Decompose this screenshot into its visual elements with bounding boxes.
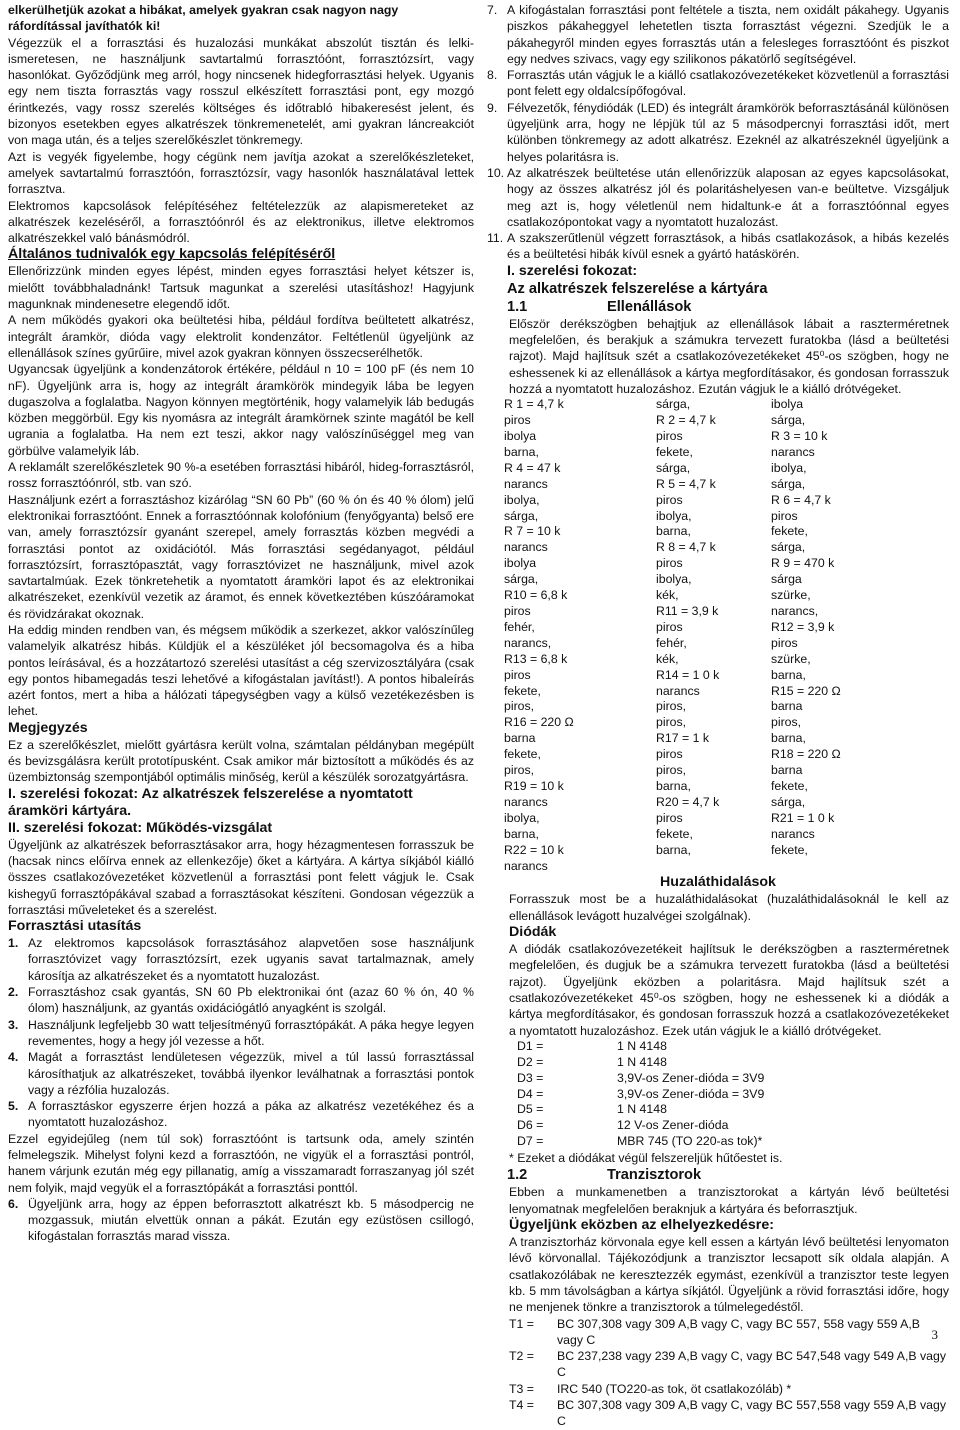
color-band: piros	[504, 604, 531, 619]
paragraph-capacitors: Ugyancsak ügyeljünk a kondenzátorok értékére, például n 10 = 100 pF (és nem 10 nF). Ügyeljünk arra is, hogy az integrált áramkörök mindegyik lába be legyen dugaszolva a foglalatba. Nagyon könnyen megtörténik, hogy valamelyik láb bedugás közben meggörbül. Egy kis nyomásra az integrált áramkörnek szinte magától be kell ugrania a foglalatba. Ha nem ezt teszi, akkor nagy valószínűséggel meg van görbülve valamelyik láb.	[8, 362, 474, 458]
color-band: piros	[504, 413, 531, 428]
solder-list	[8, 935, 474, 1131]
paragraph-transistors: Ebben a munkamenetben a tranzisztorokat a kártyán lévő beültetési lenyomatnak megfelelően beraknjuk a kártyára és beforrasztjuk.	[509, 1185, 949, 1216]
color-band: narancs	[504, 794, 548, 809]
paragraph-solder-flow: Ezzel egyidejűleg (nem túl sok) forrasztóónt is tartsunk oda, amely szintén felmelegszik. Mihelyst folyni kezd a forrasztóón, ne vigyük el a forrasztási pontról, hanem várjunk ezután még egy pillanatig, amíg a visszamaradt forraszanyag jól szét nem folyik, majd vegyük el a forrasztópákát a forrasztási ponttól.	[8, 1131, 474, 1195]
transistor-type: BC 237,238 vagy 239 A,B vagy C, vagy BC 547,548 vagy 549 A,B vagy C	[557, 1349, 946, 1380]
color-band: piros,	[504, 699, 535, 714]
color-band: fekete,	[656, 444, 693, 459]
heading-note: Megjegyzés	[8, 719, 88, 736]
color-band: kék,	[656, 651, 679, 666]
color-band: piros	[771, 508, 798, 523]
color-band: ibolya,	[771, 460, 807, 475]
resistor-value: R 5 = 4,7 k	[656, 476, 716, 491]
color-band: narancs	[504, 476, 548, 491]
resistor-value: R22 = 10 k	[504, 842, 564, 857]
resistor-value: R 8 = 4,7 k	[656, 540, 716, 555]
resistor-value: R 6 = 4,7 k	[771, 492, 831, 507]
color-band: narancs	[504, 858, 548, 873]
paragraph-complaints: A reklamált szerelőkészletek 90 %-a esetében forrasztási hibáról, hideg-forrasztásról, rossz forrasztóónról, stb. van szó.	[8, 460, 474, 491]
paragraph-solder-type: Használjunk ezért a forrasztáshoz kizárólag “SN 60 Pb” (60 % ón és 40 % ólom) jelű elektronikai forrasztóónt. Ennek a forrasztóónnak kolofónium (fenyőgyanta) belső ere van, amely forrasztózsír gyanánt szerepel, amely forrasztás közben megvédi a forrasztási pontot az oxidációtól. Más forrasztási segédanyagot, például forrasztózsírt, forrasztópasztát, vagy forrasztóvizet ne használjunk, mivel azok savtartalmúak. Ezek tönkretehetik a nyomtatott áramköri lapot és az elektronikai alkatrészeket, ezenkívül vezetik az áramot, és ennek következtében kúszóáramokat és rövidzárakat okoznak.	[8, 492, 474, 621]
diode-table	[487, 1039, 949, 1150]
color-band: fehér,	[504, 619, 535, 634]
paragraph-placement: A tranzisztorház körvonala egye kell essen a kártyán lévő beültetési lenyomaton lévő körvonallal. Tájékozódjunk a tranzisztor lecsapott sík oldala alapján. A csatlakozólábak ne keresztezzék egymást, ezenkívül a tranzisztor teste legyen kb. 5 mm távolságban a kártya síkjától. Ügyeljünk a rövid forrasztási időre, hogy ne menjenek tönkre a tranzisztorok a túlmelegedéstől.	[509, 1235, 949, 1315]
resistor-value: R19 = 10 k	[504, 778, 564, 793]
list-item: 9. Félvezetők, fénydiódák (LED) és integrált áramkörök beforrasztásánál különösen ügyeljünk arra, hogy ne lépjük túl az 5 másodpercnyi forrasztási időt, mert különben tönkremegy az adott alkatrész. Ezeknél az alkatrészeknél ügyeljünk a helyes polaritásra is.	[487, 100, 949, 164]
color-band: kék,	[656, 588, 679, 603]
color-band: sárga	[771, 572, 802, 587]
resistor-value: R 4 = 47 k	[504, 460, 561, 475]
color-band: sárga,	[656, 460, 691, 475]
paragraph-wire-bridges: Forrasszuk most be a huzaláthidalásokat (huzaláthidalásoknál le kell az ellenállások levágott huzalvégei szolgálnak).	[509, 892, 949, 923]
paragraph-warranty: Azt is vegyék figyelembe, hogy cégünk nem javítja azokat a szerelőkészleteket, amelyek savtartalmú forrasztóón, forrasztózsír, vagy hasonlók használatával lettek forrasztva.	[8, 149, 474, 197]
color-band: ibolya,	[504, 810, 540, 825]
color-band: fekete,	[504, 683, 541, 698]
diode-type: 3,9V-os Zener-dióda = 3V9	[617, 1086, 765, 1101]
right-column	[487, 2, 949, 1430]
paragraph-check-steps: Ellenőrizzünk minden egyes lépést, minden egyes forrasztási helyet kétszer is, mielőtt továbbhaladnánk! Tartsuk magunkat a szerelési utasításhoz! Hagyjunk magunknak mindenesetre elegendő időt.	[8, 264, 474, 312]
transistor-list	[487, 1316, 949, 1430]
color-band: sárga,	[771, 794, 806, 809]
color-band: piros	[656, 810, 683, 825]
color-band: sárga,	[771, 476, 806, 491]
color-band: barna,	[504, 444, 539, 459]
diode-label: D6 =	[517, 1118, 544, 1133]
paragraph-prerequisites: Elektromos kapcsolások felépítéséhez feltételezzük az alapismereteket az alkatrészek kezeléséről, a forrasztóónról és az elektronikus, illetve elektromos alkatrészekkel való bánásmódról.	[8, 198, 474, 246]
color-band: piros	[771, 635, 798, 650]
color-band: ibolya,	[656, 508, 692, 523]
resistor-value: R 1 = 4,7 k	[504, 397, 564, 412]
list-item: 5. A forrasztáskor egyszerre érjen hozzá a páka az alkatrész vezetékéhez és a nyomtatott huzalozáshoz.	[8, 1099, 474, 1130]
diode-footnote: * Ezeket a diódákat végül felszereljük hűtőestet is.	[509, 1151, 783, 1166]
resistor-value: R21 = 1 0 k	[771, 810, 835, 825]
heading-wire-bridges: Huzaláthidalások	[660, 874, 776, 891]
paragraph-stage2: Ügyeljünk az alkatrészek beforrasztásakor arra, hogy hézagmentesen forrasszuk be (hacsak nincs előírva ennek az ellenkezője) őket a kártyára. A kártya síkjából kiálló összes csatlakozóvezetéket közvetlenül a forrasztási pont felett vágjuk le. Csak kishegyű forrasztópákával szabad a forrasztásokat készíteni. Gondosan végezzük a forrasztási műveleteket és a szerelést.	[8, 837, 474, 917]
transistor-item	[509, 1397, 949, 1430]
color-band: piros,	[656, 715, 687, 730]
left-column	[8, 2, 474, 1245]
resistor-value: R13 = 6,8 k	[504, 651, 568, 666]
paragraph-common-faults: A nem működés gyakori oka beültetési hiba, például fordítva beültetett alkatrész, integrált áramkör, dióda vagy elektrolit kondenzátor. Feltétlenül ügyeljünk az ellenállások színes gyűrűire, mivel azok gyakran könnyen összecserélhetők.	[8, 313, 474, 360]
diode-label: D5 =	[517, 1102, 544, 1117]
diode-label: D1 =	[517, 1038, 544, 1053]
transistor-type: BC 307,308 vagy 309 A,B vagy C, vagy BC 557,558 vagy 559 A,B vagy C	[557, 1398, 946, 1429]
diode-label: D4 =	[517, 1086, 544, 1101]
color-band: fekete,	[656, 826, 693, 841]
color-band: fekete,	[771, 842, 808, 857]
list-item: 2. Forrasztáshoz csak gyantás, SN 60 Pb elektronikai ónt (azaz 60 % ón, 40 % ólom) használjunk, az gyantás oxidációgátló anyagként is szolgál.	[8, 985, 474, 1016]
resistor-value: R18 = 220 Ω	[771, 747, 841, 762]
color-band: narancs,	[771, 604, 819, 619]
resistor-value: R16 = 220 Ω	[504, 715, 574, 730]
color-band: barna	[504, 731, 536, 746]
color-band: sárga,	[504, 508, 539, 523]
resistor-value: R20 = 4,7 k	[656, 794, 720, 809]
color-band: piros,	[504, 763, 535, 778]
color-band: fekete,	[504, 747, 541, 762]
color-band: piros	[504, 667, 531, 682]
transistor-item	[509, 1381, 949, 1397]
resistor-value: R17 = 1 k	[656, 731, 709, 746]
heading-stage1-right: I. szerelési fokozat:	[507, 262, 638, 279]
paragraph-note: Ez a szerelőkészlet, mielőtt gyártásra került volna, számtalan példányban megépült és bevizsgálásra került prototípusként. Csak amikor már biztosított a működés és az üzembiztonság szempontjából optimális minőség, kerül a készülék sorozatgyártásra.	[8, 737, 474, 785]
list-item: 1. Az elektromos kapcsolások forrasztásához alapvetően sose használjunk forrasztóvizet vagy forrasztózsírt, ezek ugyanis savat tartalmaznak, amely károsítja az alkatrészeket és a nyomtatott huzalozást.	[8, 936, 474, 983]
color-band: sárga,	[656, 397, 691, 412]
color-band: ibolya	[771, 397, 804, 412]
diode-type: 3,9V-os Zener-dióda = 3V9	[617, 1070, 765, 1085]
color-band: barna,	[504, 826, 539, 841]
paragraph-cleanliness: Végezzük el a forrasztási és huzalozási munkákat abszolút tisztán és lelki-ismeretesen, ne használjunk savtartalmú forrasztóónt, forrasztózsírt, vagy hasonlókat. Győződjünk meg arról, hogy nincsenek hidegforrasztási helyek. Ugyanis egy nem tiszta forrasztás vagy rosszul elkészített forrasztási pont, egy mozgó érintkezés, vagy rossz szerelés költséges és időtrabló hibakeresést jelent, és bizonyos esetekben egyes alkatrészek tönkremenetelét, ami gyakran láncreakciót von maga után, és a teljes szerelőkészlet tönkremegy.	[8, 35, 474, 148]
color-band: narancs	[504, 540, 548, 555]
color-band: barna	[771, 699, 803, 714]
color-band: piros,	[656, 763, 687, 778]
diode-type: MBR 745 (TO 220-as tok)*	[617, 1134, 763, 1149]
diode-label: D3 =	[517, 1070, 544, 1085]
resistor-value: R14 = 1 0 k	[656, 667, 720, 682]
color-band: fehér,	[656, 635, 687, 650]
color-band: piros,	[771, 715, 802, 730]
color-band: ibolya	[504, 429, 537, 444]
color-band: fekete,	[771, 778, 808, 793]
color-band: piros	[656, 556, 683, 571]
transistor-item	[509, 1348, 949, 1381]
color-band: barna,	[656, 524, 691, 539]
section-transistors-heading: 1.2 Tranzisztorok	[507, 1167, 702, 1184]
list-item: 10. Az alkatrészek beültetése után ellenőrizzük alaposan az egyes kapcsolásokat, hogy az összes alkatrész jól és polaritáshelyesen van-e beültetve. Vizsgáljuk meg azt is, hogy véletlenül nem hidaltunk-e át a forrasztóónnal egyes csatlakozópontokat vagy a nyomtatott huzalozást.	[487, 165, 949, 229]
color-band: barna	[771, 763, 803, 778]
color-band: fekete,	[771, 524, 808, 539]
color-band: piros	[656, 492, 683, 507]
resistor-value: R15 = 220 Ω	[771, 683, 841, 698]
list-item: 4. Magát a forrasztást lendületesen végezzük, mivel a túl lassú forrasztással károsíthatjuk az alkatrészeket, továbbá ilyenkor leválhatnak a forrasztási pontok vagy a rézfólia huzalozás.	[8, 1050, 474, 1097]
color-band: barna,	[771, 731, 806, 746]
transistor-label: T4 =	[509, 1398, 534, 1412]
color-band: sárga,	[771, 540, 806, 555]
transistor-label: T1 =	[509, 1316, 534, 1331]
color-band: piros	[656, 619, 683, 634]
transistor-type: IRC 540 (TO220-as tok, öt csatlakozóláb) *	[557, 1381, 792, 1396]
color-band: barna,	[656, 778, 691, 793]
color-band: piros	[656, 747, 683, 762]
color-band: piros,	[656, 699, 687, 714]
list-item: 3. Használjunk legfeljebb 30 watt teljesítményű forrasztópákát. A páka hegye legyen revementes, hogy a hegy jól vezesse a hőt.	[8, 1017, 474, 1048]
heading-stage1: I. szerelési fokozat: Az alkatrészek felszerelése a nyomtatott áramköri kártyára.	[8, 785, 413, 819]
color-band: szürke,	[771, 588, 811, 603]
section-resistors-heading: 1.1 Ellenállások	[507, 298, 692, 315]
color-band: ibolya	[504, 556, 537, 571]
resistor-value: R12 = 3,9 k	[771, 619, 835, 634]
paragraph-service: Ha eddig minden rendben van, és mégsem működik a szerkezet, akkor valószínűleg valamelyik alkatrész hibás. Küldjük el a készüléket jól becsomagolva és a hiba pontos leírásával, és a hozzátartozó szerelési utasítást a cég szervizosztályára (csak egy pontos hibamegadás teszi lehetővé a kifogástalan javítást!). A pontos hibaleírás azért fontos, mert a hiba a hálózati tápegységben vagy a külső vezetékezésben is lehet.	[8, 622, 474, 719]
transistor-label: T3 =	[509, 1381, 534, 1396]
resistor-value: R10 = 6,8 k	[504, 588, 568, 603]
color-band: ibolya,	[504, 492, 540, 507]
paragraph-diodes: A diódák csatlakozóvezetékeit hajlítsuk le derékszögben a raszterméretnek megfelelően, és dugjuk be a számukra tervezett furatokba (lásd a beültetési rajzot). Ügyeljünk eközben a polaritásra. Majd hajlítsuk szét a csatlakozóvezetékeket 45⁰-os szögben, hogy ne eshessenek ki a diódák a kártya megfordításakor, és gondosan forrasszuk hozzá a csatlakozóvezetékeket a nyomtatott huzalozáshoz. Ezek után vágjuk le a kiálló drótvégeket.	[509, 942, 949, 1038]
color-band: sárga,	[771, 413, 806, 428]
resistor-value: R 3 = 10 k	[771, 429, 828, 444]
heading-soldering: Forrasztási utasítás	[8, 918, 142, 935]
color-band: sárga,	[504, 572, 539, 587]
color-band: narancs,	[504, 635, 552, 650]
transistor-label: T2 =	[509, 1349, 534, 1364]
list-item: 11. A szakszerűtlenül végzett forrasztások, a hibás csatlakozások, a hibás kezelés és a beültetési hibák kívül esnek a gyártó hatáskörén.	[487, 231, 949, 262]
heading-general: Általános tudnivalók egy kapcsolás felépítéséről	[8, 246, 336, 263]
resistor-table	[487, 397, 949, 874]
page-number: 3	[931, 1327, 938, 1342]
color-band: szürke,	[771, 651, 811, 666]
color-band: piros	[656, 429, 683, 444]
color-band: barna,	[656, 842, 691, 857]
intro-bold: elkerülhetjük azokat a hibákat, amelyek gyakran csak nagyon nagy ráfordítással javíthatók ki!	[8, 3, 399, 34]
list-item: 8. Forrasztás után vágjuk le a kiálló csatlakozóvezetékeket közvetlenül a forrasztási pont felett egy oldalcsípőfogóval.	[487, 68, 949, 99]
diode-type: 12 V-os Zener-dióda	[617, 1118, 729, 1133]
list-item: 6. Ügyeljünk arra, hogy az éppen beforrasztott alkatrészt kb. 5 másodpercig ne mozgassuk, miután elvettük onnan a pákát. Ezután egy ezüstösen csillogó, kifogástalan forrasztás marad vissza.	[8, 1196, 474, 1244]
resistor-value: R11 = 3,9 k	[656, 604, 719, 619]
heading-stage1-sub: Az alkatrészek felszerelése a kártyára	[507, 280, 768, 297]
diode-label: D2 =	[517, 1054, 544, 1069]
diode-label: D7 =	[517, 1134, 544, 1149]
resistor-value: R 2 = 4,7 k	[656, 413, 716, 428]
heading-stage2: II. szerelési fokozat: Működés-vizsgálat	[8, 819, 273, 836]
heading-placement: Ügyeljünk eközben az elhelyezkedésre:	[509, 1217, 774, 1234]
color-band: barna,	[771, 667, 806, 682]
resistor-value: R 9 = 470 k	[771, 556, 835, 571]
solder-list-continued	[487, 2, 949, 263]
heading-diodes: Diódák	[509, 924, 557, 941]
diode-type: 1 N 4148	[617, 1102, 667, 1117]
color-band: narancs	[656, 683, 700, 698]
color-band: narancs	[771, 826, 815, 841]
transistor-item	[509, 1316, 949, 1349]
color-band: narancs	[771, 444, 815, 459]
color-band: ibolya,	[656, 572, 692, 587]
transistor-type: BC 307,308 vagy 309 A,B vagy C, vagy BC 557, 558 vagy 559 A,B vagy C	[557, 1316, 920, 1347]
resistor-value: R 7 = 10 k	[504, 524, 561, 539]
list-item: 7. A kifogástalan forrasztási pont feltétele a tiszta, nem oxidált pákahegy. Ugyanis piszkos pákaheggyel lehetetlen tiszta forrasztást végezni. Szedjük le a pákahegyről minden egyes forrasztás után a felesleges forrasztóónt és piszkot egy nedves szivacs, vagy egy szilikonos pákatörlő segítségével.	[487, 3, 949, 66]
diode-type: 1 N 4148	[617, 1038, 667, 1053]
paragraph-resistors: Először derékszögben behajtjuk az ellenállások lábait a raszterméretnek megfelelően, és berakjuk a számukra tervezett furatokba (lásd a beültetési rajzot). Majd hajlítsuk szét a csatlakozóvezetékeket 45⁰-os szögben, hogy ne eshessenek ki az ellenállások a kártya megfordításakor, és gondosan forrasszuk hozzá a nyomtatott huzalozáshoz. Ezután vágjuk le a kiálló drótvégeket.	[509, 316, 949, 396]
diode-type: 1 N 4148	[617, 1054, 667, 1069]
